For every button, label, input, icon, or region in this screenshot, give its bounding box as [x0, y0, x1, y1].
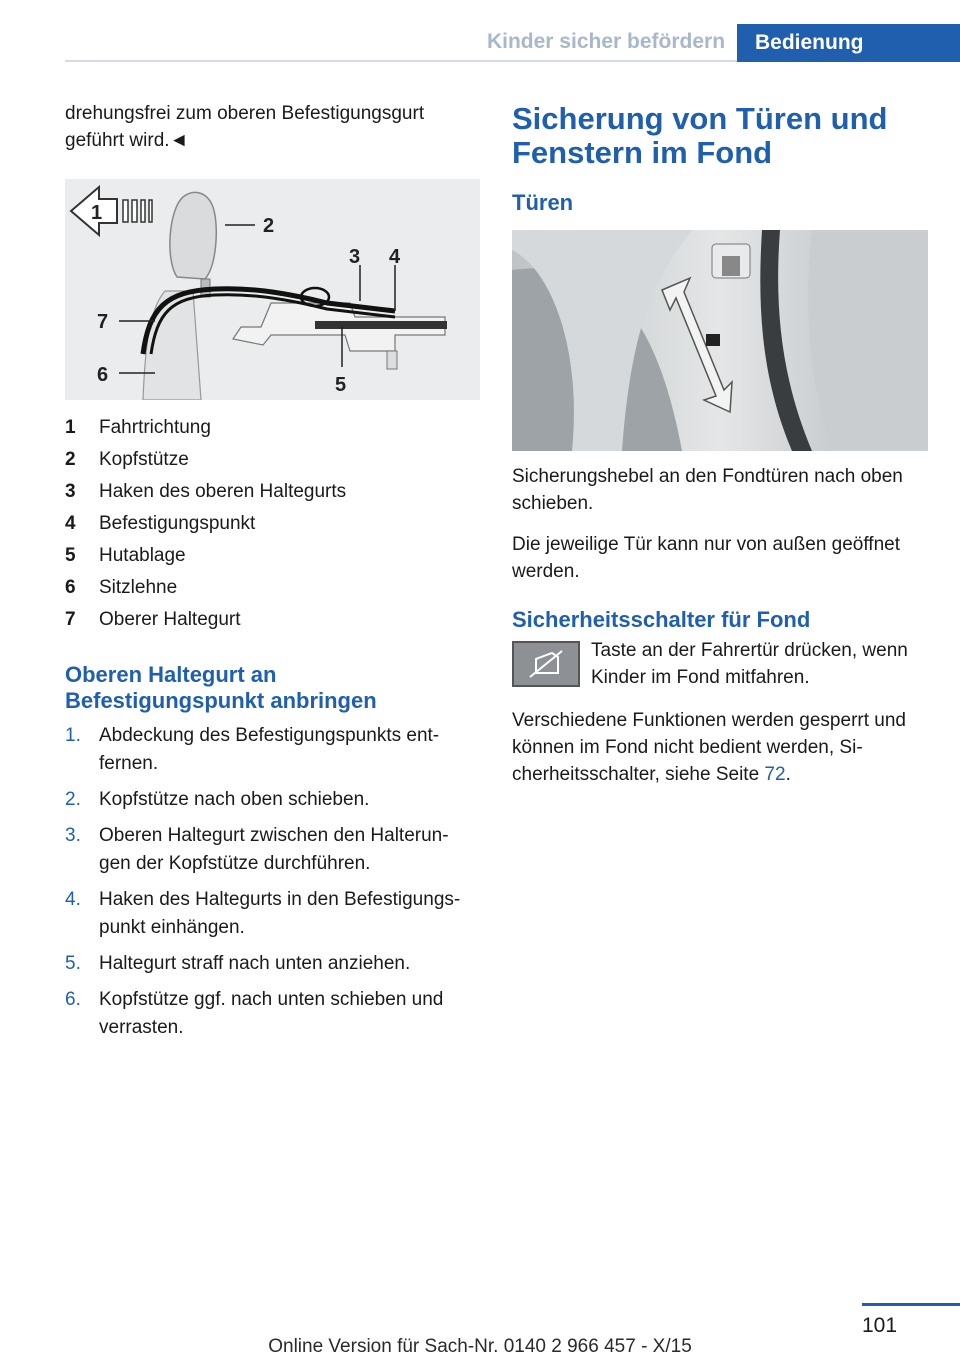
doors-paragraph-1: Sicherungshebel an den Fondtüren nach oben schieben.: [512, 466, 903, 514]
door-lock-photo: [512, 230, 928, 451]
legend-item: 2 Kopfstütze: [65, 449, 189, 470]
legend-item: 4 Befestigungspunkt: [65, 513, 256, 534]
callout-7: 7: [97, 311, 109, 333]
callout-1: 1: [91, 202, 103, 224]
switch-text: Taste an der Fahrertür drücken, wenn Kinder im Fond mitfahren.: [591, 640, 908, 688]
headrest-diagram: [65, 179, 480, 400]
header-section-title: Kinder sicher befördern: [486, 30, 726, 53]
step-item: 2. Kopfstütze nach oben schieben.: [65, 789, 370, 810]
switch-row: [512, 637, 932, 691]
legend-item: 1 Fahrtrichtung: [65, 417, 211, 438]
callout-2: 2: [263, 215, 275, 237]
page-ref-link[interactable]: 72: [764, 764, 786, 785]
figure-legend: [65, 412, 480, 636]
instruction-steps: [65, 722, 480, 1042]
section-title: Sicherung von Türen und Fenstern im Fond: [512, 101, 888, 170]
footer-rule: [862, 1303, 960, 1306]
step-item: 3. Oberen Haltegurt zwischen den Halterun‐gen der Kopfstütze durchführen.: [65, 825, 449, 874]
functions-paragraph: Verschiedene Funktionen werden gesperrt und können im Fond nicht bedient werden, Si‐cherheitsschalter, siehe Seite 72.: [512, 710, 906, 785]
intro-text: drehungsfrei zum oberen Befestigungsgurt geführt wird.◄: [65, 103, 425, 151]
callout-6: 6: [97, 364, 109, 386]
switch-heading: Sicherheitsschalter für Fond: [512, 607, 811, 632]
header-tab: Bedienung: [737, 24, 960, 62]
callout-4: 4: [389, 246, 401, 268]
step-item: 6. Kopfstütze ggf. nach unten schieben und verrasten.: [65, 989, 444, 1038]
legend-item: 5 Hutablage: [65, 545, 186, 566]
section-subheading: Oberen Haltegurt an Befestigungspunkt anbringen: [65, 662, 377, 713]
doors-heading: Türen: [512, 190, 574, 215]
right-column: [512, 100, 932, 788]
callout-3: 3: [349, 246, 361, 268]
child-lock-switch-icon: [512, 641, 580, 687]
legend-item: 7 Oberer Haltegurt: [65, 609, 241, 630]
legend-item: 6 Sitzlehne: [65, 577, 178, 598]
doors-paragraph-2: Die jeweilige Tür kann nur von außen geöffnet werden.: [512, 534, 900, 582]
step-item: 4. Haken des Haltegurts in den Befestigungs‐punkt einhängen.: [65, 889, 461, 938]
left-column: [65, 100, 480, 1050]
page-number: 101: [862, 1314, 898, 1337]
step-item: 5. Haltegurt straff nach unten anziehen.: [65, 953, 411, 974]
direction-arrow-icon: [71, 187, 152, 235]
step-item: 1. Abdeckung des Befestigungspunkts ent‐fernen.: [65, 725, 440, 774]
legend-item: 3 Haken des oberen Haltegurts: [65, 481, 347, 502]
callout-5: 5: [335, 374, 347, 396]
footer-version-text: Online Version für Sach-Nr. 0140 2 966 457 - X/15: [268, 1336, 692, 1357]
